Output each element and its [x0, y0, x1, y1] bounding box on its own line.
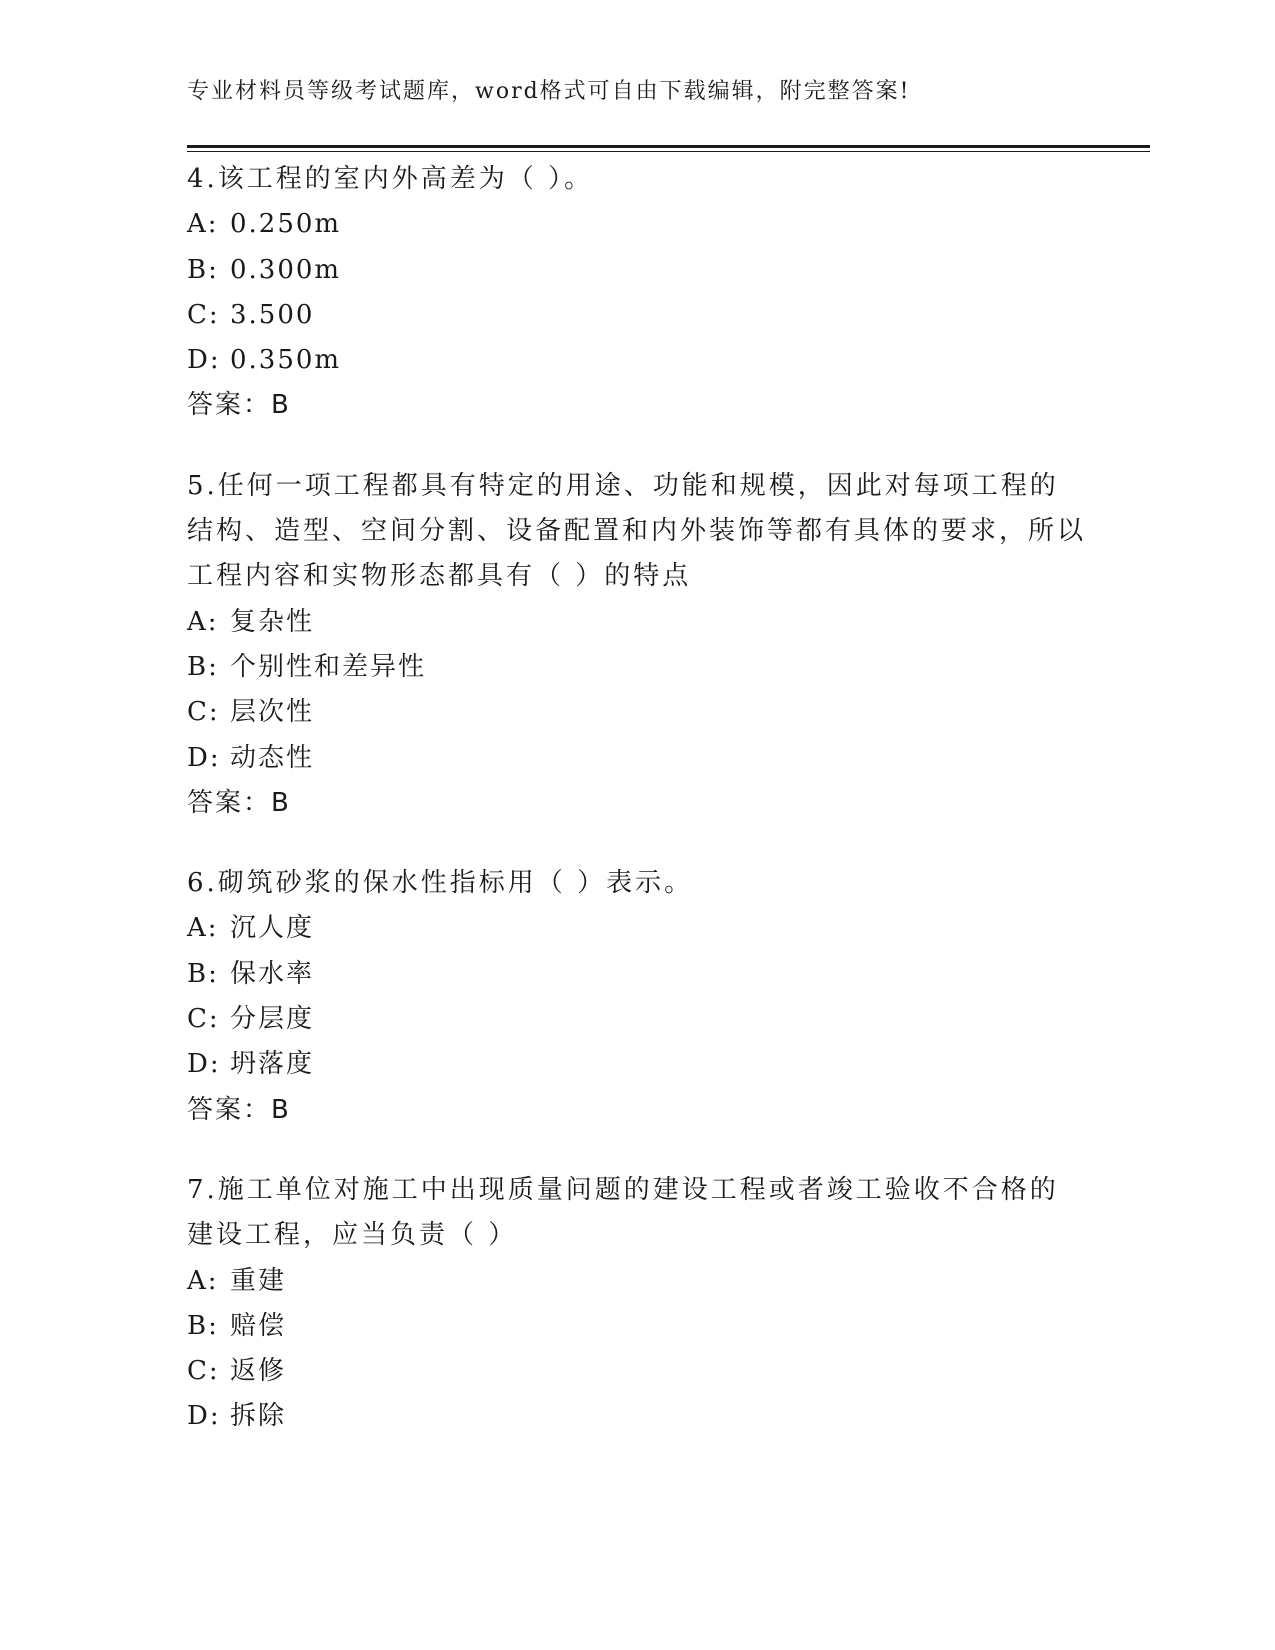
question-stem: 5.任何一项工程都具有特定的用途、功能和规模，因此对每项工程的结构、造型、空间分割、设备配置和内外装饰等都有具体的要求，所以工程内容和实物形态都具有（ ）的特点 — [187, 470, 1087, 592]
option-text: 保水率 — [230, 958, 315, 989]
header-note: 专业材料员等级考试题库，word格式可自由下载编辑，附完整答案! — [187, 79, 911, 104]
option-text: 0.350m — [230, 345, 342, 376]
answer-line: 答案：B — [187, 787, 291, 818]
option-text: 坍落度 — [230, 1049, 315, 1080]
question-list — [187, 157, 1087, 1475]
option-key: A: — [187, 209, 219, 240]
option-a — [187, 600, 1087, 645]
option-a — [187, 202, 1087, 247]
option-text: 0.300m — [230, 254, 342, 285]
option-key: B: — [187, 254, 219, 285]
question-stem: 7.施工单位对施工中出现质量问题的建设工程或者竣工验收不合格的建设工程，应当负责（ ） — [187, 1174, 1059, 1251]
option-text: 赔偿 — [230, 1310, 287, 1341]
option-text: 个别性和差异性 — [230, 651, 427, 682]
option-key: A: — [187, 1265, 219, 1296]
option-text: 0.250m — [230, 209, 342, 240]
option-text: 复杂性 — [230, 606, 315, 637]
option-key: C: — [187, 1004, 220, 1035]
option-c — [187, 1349, 1087, 1394]
option-c — [187, 997, 1087, 1042]
header-rule-thin — [187, 151, 1150, 152]
option-key: A: — [187, 606, 219, 637]
option-b — [187, 1304, 1087, 1349]
option-text: 沉人度 — [230, 913, 315, 944]
answer-line: 答案：B — [187, 1094, 291, 1125]
question-5 — [187, 464, 1087, 826]
question-7 — [187, 1168, 1087, 1440]
option-key: D: — [187, 345, 221, 376]
option-key: C: — [187, 1356, 220, 1387]
option-b — [187, 248, 1087, 293]
question-stem: 6.砌筑砂浆的保水性指标用（ ）表示。 — [187, 868, 694, 899]
option-b — [187, 645, 1087, 690]
answer-line: 答案：B — [187, 390, 291, 421]
option-text: 3.500 — [230, 299, 315, 330]
option-key: A: — [187, 913, 219, 944]
option-c — [187, 293, 1087, 338]
question-stem: 4.该工程的室内外高差为（ ）。 — [187, 164, 594, 194]
option-c — [187, 690, 1087, 735]
option-key: C: — [187, 299, 220, 330]
option-key: B: — [187, 651, 219, 682]
option-text: 重建 — [230, 1265, 287, 1296]
option-key: D: — [187, 1401, 221, 1432]
option-d — [187, 736, 1087, 781]
option-b — [187, 952, 1087, 997]
option-text: 拆除 — [230, 1401, 287, 1432]
option-key: D: — [187, 742, 221, 773]
option-text: 分层度 — [230, 1004, 315, 1035]
header-rule-thick — [187, 145, 1150, 148]
option-d — [187, 1042, 1087, 1087]
question-4 — [187, 157, 1087, 429]
question-6 — [187, 861, 1087, 1133]
option-key: B: — [187, 958, 219, 989]
option-key: B: — [187, 1310, 219, 1341]
option-d — [187, 1394, 1087, 1439]
option-text: 返修 — [230, 1356, 287, 1387]
option-d — [187, 338, 1087, 383]
option-a — [187, 1259, 1087, 1304]
option-text: 层次性 — [230, 697, 315, 728]
option-key: C: — [187, 697, 220, 728]
option-key: D: — [187, 1049, 221, 1080]
option-text: 动态性 — [230, 742, 315, 773]
option-a — [187, 906, 1087, 951]
